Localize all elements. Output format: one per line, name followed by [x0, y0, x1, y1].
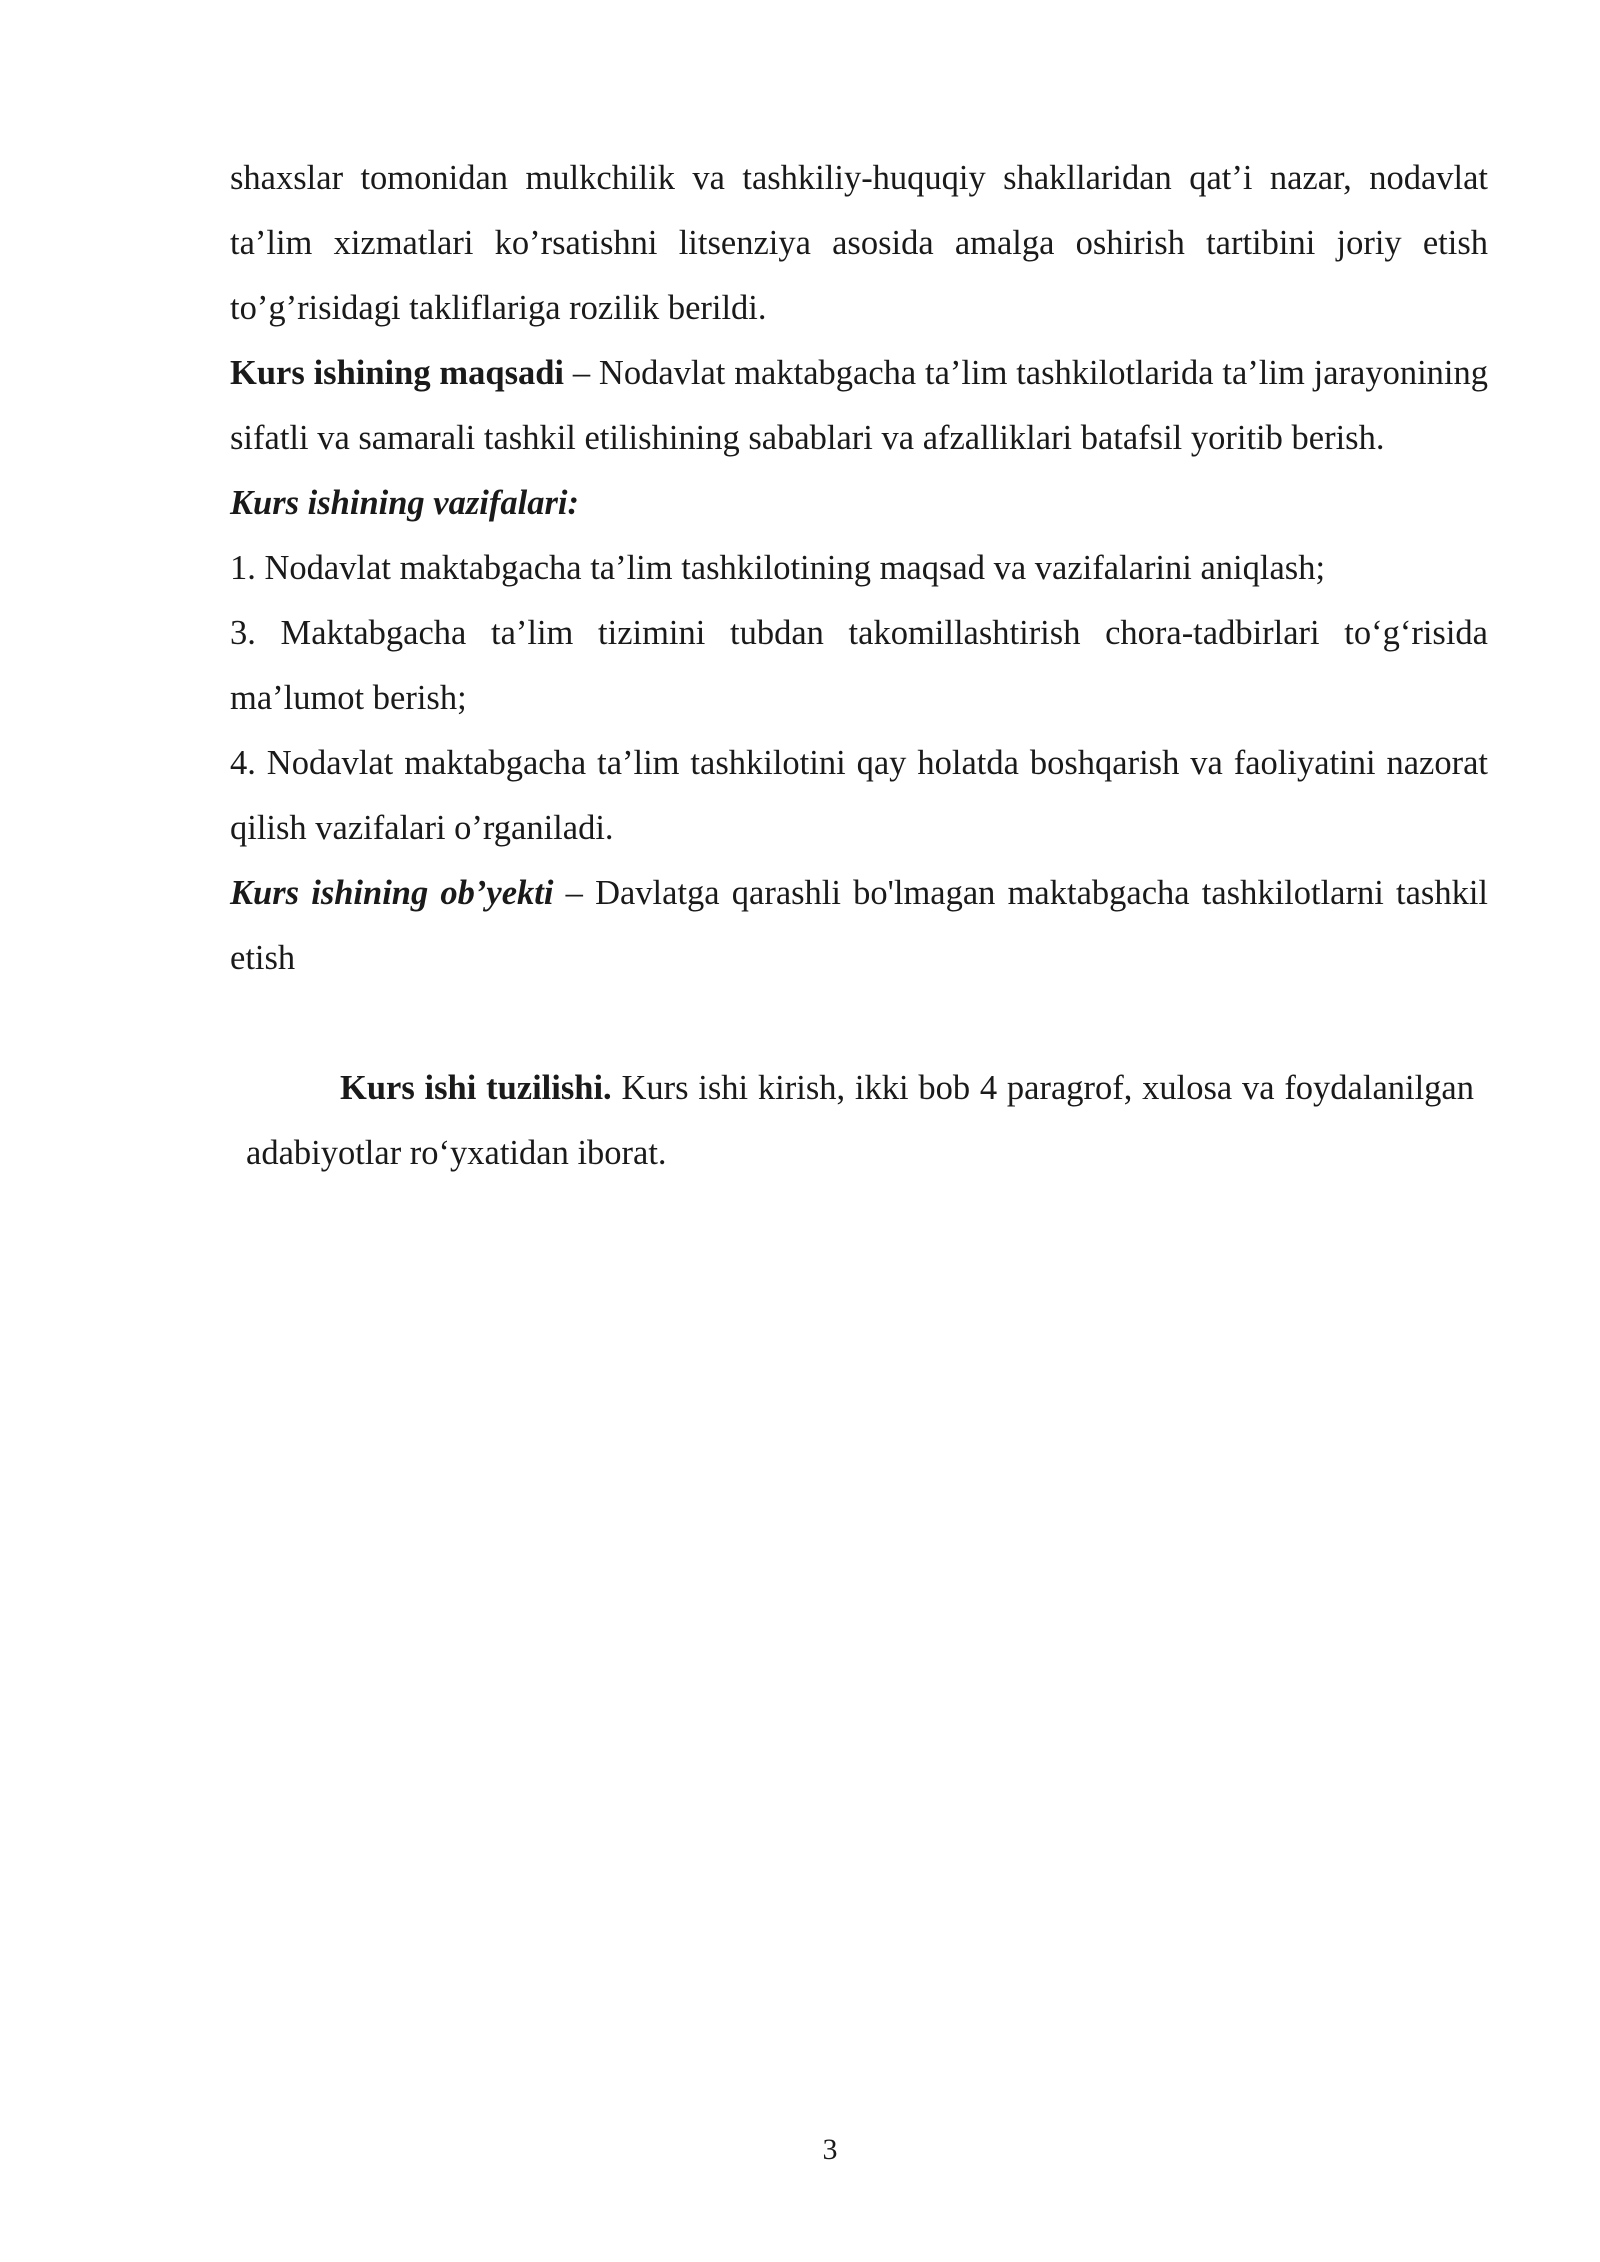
structure-text: Kurs ishi kirish, ikki bob 4 paragrof, xulosa va foydalanilgan adabiyotlar ro‘yxatidan iborat. — [246, 1069, 1474, 1172]
tasks-heading-text: Kurs ishining vazifalari: — [230, 484, 579, 522]
task-item-1: 1. Nodavlat maktabgacha ta’lim tashkilotining maqsad va vazifalarini aniqlash; — [230, 549, 1326, 587]
goal-text: – Nodavlat maktabgacha ta’lim tashkilotlarida ta’lim jarayonining sifatli va samarali tashkil etilishining sabablari va afzalliklari batafsil yoritib berish. — [230, 354, 1488, 457]
object-text: – Davlatga qarashli bo'lmagan maktabgacha tashkilotlarni tashkil etish — [230, 874, 1488, 977]
structure-section — [246, 1056, 1474, 1186]
document-body — [230, 146, 1488, 991]
task-item-4: 4. Nodavlat maktabgacha ta’lim tashkilotini qay holatda boshqarish va faoliyatini nazorat qilish vazifalari o’rganiladi. — [230, 744, 1488, 847]
task-item-3: 3. Maktabgacha ta’lim tizimini tubdan takomillashtirish chora-tadbirlari to‘g‘risida ma’lumot berish; — [230, 614, 1488, 717]
page-number: 3 — [822, 2133, 838, 2166]
intro-paragraph: shaxslar tomonidan mulkchilik va tashkiliy-huquqiy shakllaridan qat’i nazar, nodavlat ta’lim xizmatlari ko’rsatishni litsenziya asosida amalga oshirish tartibini joriy etish to’g’risidagi takliflariga rozilik berildi. — [230, 159, 1488, 327]
object-paragraph — [230, 861, 1488, 991]
structure-paragraph — [246, 1056, 1474, 1186]
tasks-heading — [230, 471, 1488, 536]
goal-paragraph — [230, 341, 1488, 471]
object-label: Kurs ishining ob’yekti — [230, 874, 554, 912]
structure-label: Kurs ishi tuzilishi. — [340, 1069, 612, 1107]
goal-label: Kurs ishining maqsadi — [230, 354, 565, 392]
